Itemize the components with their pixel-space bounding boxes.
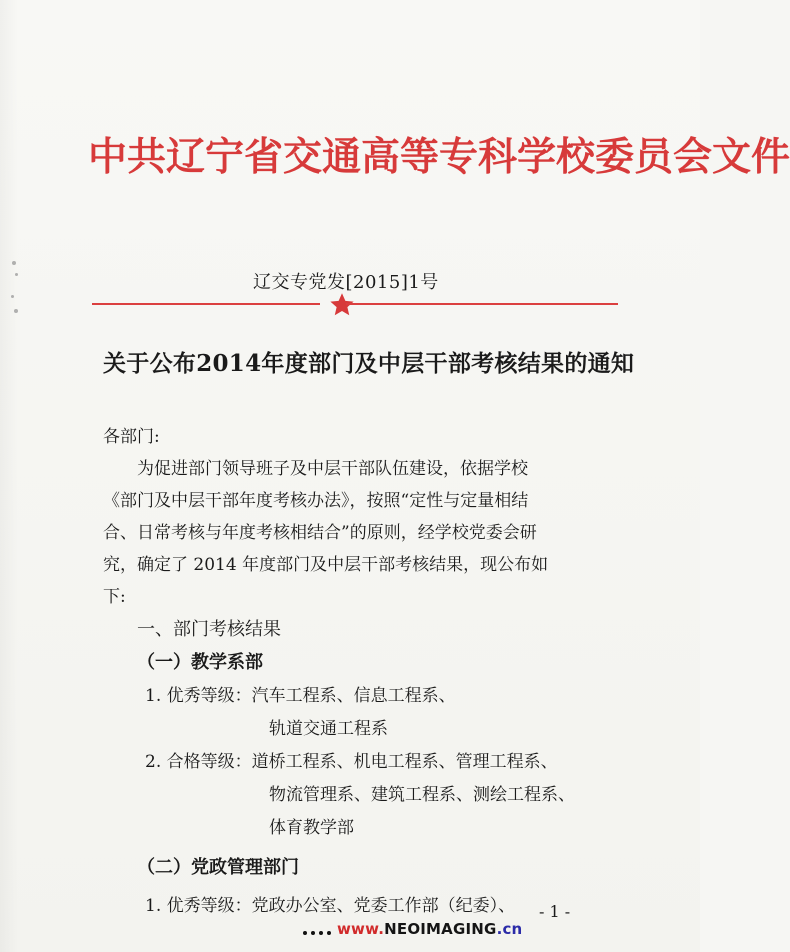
document-header-title: 中共辽宁省交通高等专科学校委员会文件 <box>88 135 790 180</box>
paragraph-line-3: 合、日常考核与年度考核相结合”的原则，经学校党委会研 <box>103 523 537 543</box>
divider-left-line <box>92 303 320 305</box>
paragraph-line-2: 《部门及中层干部年度考核办法》，按照“定性与定量相结 <box>103 491 529 511</box>
paragraph-line-1: 为促进部门领导班子及中层干部队伍建设，依据学校 <box>137 459 528 479</box>
watermark-text-part-3: .cn <box>496 920 523 938</box>
result-item-excellent-teaching-continuation: 轨道交通工程系 <box>269 719 388 739</box>
notice-title: 关于公布2014年度部门及中层干部考核结果的通知 <box>103 350 635 377</box>
watermark-text-part-1: www. <box>337 920 385 938</box>
divider-right-line <box>346 303 618 305</box>
result-value: 道桥工程系、机电工程系、管理工程系、 <box>251 752 558 772</box>
result-value: 党政办公室、党委工作部（纪委）、 <box>251 896 516 916</box>
result-label: 1. 优秀等级： <box>145 686 252 706</box>
result-label: 1. 优秀等级： <box>145 896 252 916</box>
result-item-qualified-teaching <box>145 746 558 778</box>
watermark-text <box>337 920 522 938</box>
subsection-title-teaching-departments: （一）教学系部 <box>137 652 263 673</box>
result-item-qualified-teaching-continuation-1: 物流管理系、建筑工程系、测绘工程系、 <box>269 785 575 805</box>
watermark-text-part-2: NEOIMAGING <box>384 920 497 938</box>
salutation: 各部门: <box>103 427 160 447</box>
result-item-excellent-admin <box>145 890 515 922</box>
page-number: - 1 - <box>539 902 571 921</box>
result-item-excellent-teaching <box>145 680 456 712</box>
section-title-department-results: 一、部门考核结果 <box>137 619 281 640</box>
edge-dot-4 <box>14 309 18 313</box>
watermark-dots-icon <box>303 928 337 938</box>
edge-dot-2 <box>15 273 18 276</box>
result-label: 2. 合格等级： <box>145 752 252 772</box>
scan-edge-marks <box>10 255 24 335</box>
watermark <box>303 920 523 944</box>
edge-dot-3 <box>11 295 14 298</box>
edge-dot-1 <box>12 261 16 265</box>
paragraph-line-4: 究，确定了 2014 年度部门及中层干部考核结果，现公布如 <box>103 555 549 575</box>
red-divider <box>92 294 618 316</box>
subsection-title-party-admin-departments: （二）党政管理部门 <box>137 857 299 878</box>
result-item-qualified-teaching-continuation-2: 体育教学部 <box>269 818 354 838</box>
result-value: 汽车工程系、信息工程系、 <box>251 686 456 706</box>
red-star-icon <box>327 291 357 321</box>
document-number: 辽交专党发[2015]1号 <box>253 272 439 293</box>
paragraph-line-5: 下: <box>103 587 126 607</box>
